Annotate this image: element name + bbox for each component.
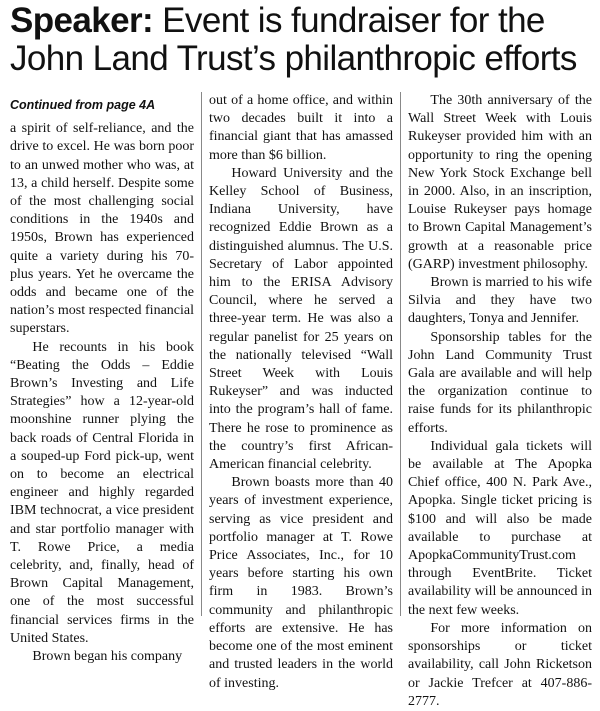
column-3 — [400, 92, 592, 709]
column-2 — [201, 92, 400, 691]
paragraph: For more information on sponsorships or ticket availability, call John Ricketson or Jackie Trefcer at 407-886-2777. — [408, 620, 592, 709]
paragraph: The 30th anniversary of the Wall Street Week with Louis Rukeyser provided him with an opportunity to ring the opening New York Stock Exchange bell in 2000. Also, in an inscription, Louise Rukeyser pays homage to Brown Capital Management’s growth at a reasonable price (GARP) investment philosophy. — [408, 93, 592, 272]
headline-text: Event is fundraiser for the John Land Trust’s philanthropic efforts — [10, 1, 577, 78]
paragraph: Individual gala tickets will be available at The Apopka Chief office, 400 N. Park Ave., Apopka. Single ticket pricing is $100 and will also be made available to purchase at ApopkaCommunityTrust.com through EventBrite. Ticket availability will be announced in the next few weeks. — [408, 438, 592, 618]
headline — [10, 0, 590, 78]
article-columns — [10, 92, 592, 709]
paragraph: out of a home office, and within two decades built it into a financial giant that has amassed more than $6 billion. — [209, 93, 393, 163]
paragraph: Brown boasts more than 40 years of investment experience, serving as vice president and portfolio manager at T. Rowe Price Associates, Inc., for 10 years before starting his own firm in 1983. Brown’s community and philanthropic efforts are extensive. He has become one of the most eminent and trusted leaders in the world of investing. — [209, 475, 393, 691]
paragraph: Brown is married to his wife Silvia and they have two daughters, Tonya and Jennifer. — [408, 275, 592, 327]
column-1 — [10, 92, 201, 665]
paragraph: a spirit of self-reliance, and the drive to excel. He was born poor to an unwed mother who was, at 13, a child herself. Despite some of the most challenging social conditions in the 1940s and 1950s, Brown has experienced quite a variety during his 70-plus years. Yet he overcame the odds and became one of the nation’s most respected financial superstars. — [10, 121, 194, 337]
headline-kicker: Speaker: — [10, 1, 154, 40]
paragraph: Howard University and the Kelley School of Business, Indiana University, have recognized Eddie Brown as a distinguished alumnus. The U.S. Secretary of Labor appointed him to the ERISA Advisory Council, where he served a three-year term. He was also a regular panelist for 25 years on the nationally televised “Wall Street Week with Louis Rukeyser” and was inducted into the program’s hall of fame. There he rose to prominence as the country’s first African-American financial celebrity. — [209, 165, 393, 473]
paragraph: Sponsorship tables for the John Land Community Trust Gala are available and will help the organization continue to raise funds for its philanthropic efforts. — [408, 329, 592, 436]
continued-from-line: Continued from page 4A — [10, 98, 156, 112]
paragraph: He recounts in his book “Beating the Odds – Eddie Brown’s Investing and Life Strategies” how a 12-year-old moonshine runner plying the back roads of Central Florida in a souped-up Ford pick-up, went on to become an electrical engineer and highly regarded IBM technocrat, a vice president and star portfolio manager with T. Rowe Price, a media celebrity, and, finally, head of Brown Capital Management, one of the most successful financial services firms in the United States. — [10, 339, 194, 646]
paragraph: Brown began his company — [32, 649, 183, 665]
